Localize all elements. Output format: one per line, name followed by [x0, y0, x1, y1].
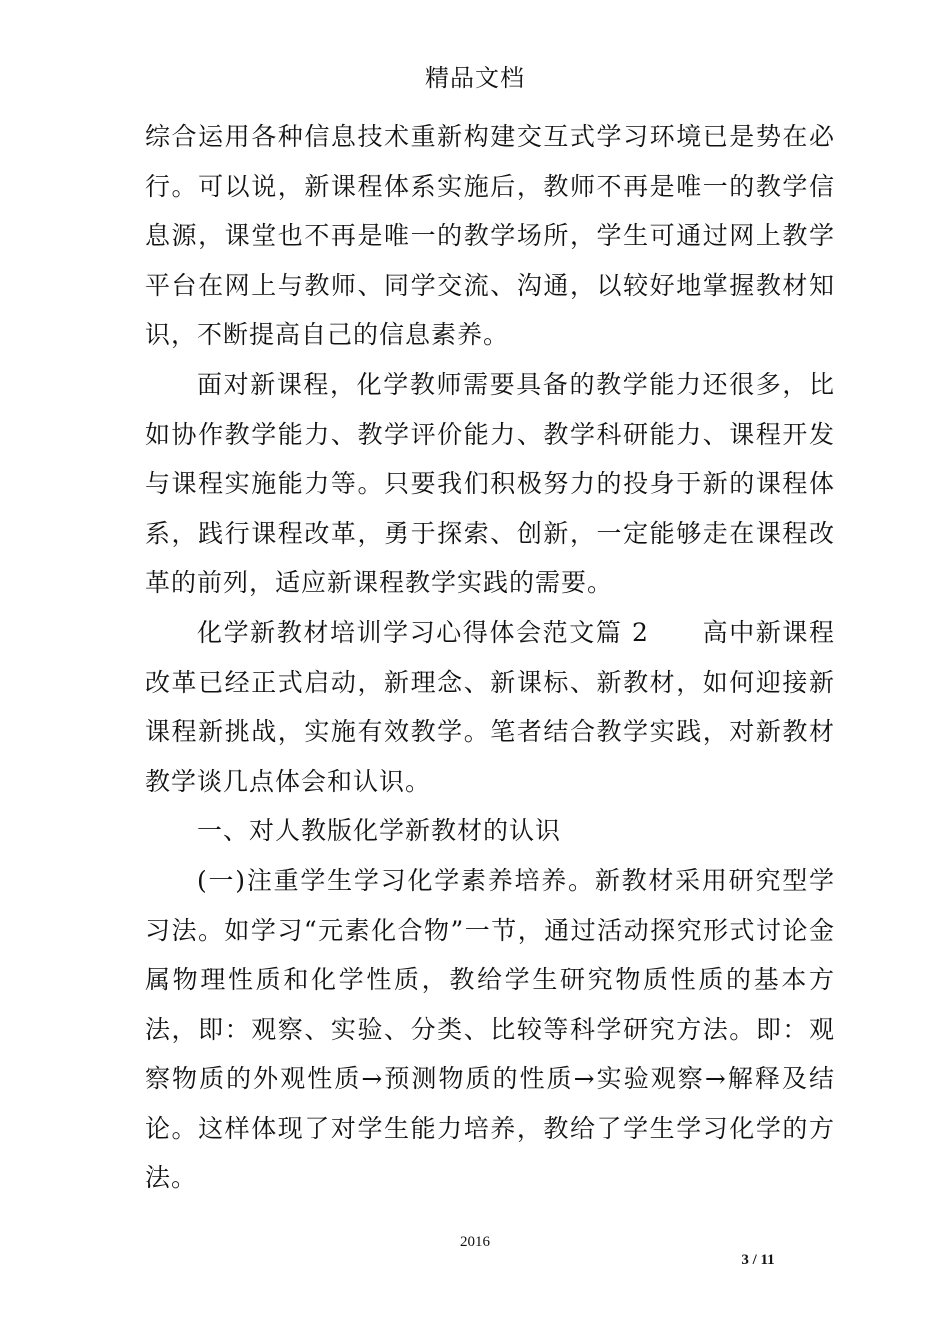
paragraph-3: 化学新教材培训学习心得体会范文篇 2 高中新课程改革已经正式启动，新理念、新课标、新教材，如何迎接新课程新挑战，实施有效教学。笔者结合教学实践，对新教材教学谈几点体会和认识。 [145, 617, 835, 796]
document-body [145, 112, 835, 1203]
paragraph-2: 面对新课程，化学教师需要具备的教学能力还很多，比如协作教学能力、教学评价能力、教学科研能力、课程开发与课程实施能力等。只要我们积极努力的投身于新的课程体系，践行课程改革，勇于探索、创新，一定能够走在课程改革的前列，适应新课程教学实践的需要。 [145, 369, 835, 598]
page-header: 精品文档 [425, 64, 525, 92]
paragraph-4: (一)注重学生学习化学素养培养。新教材采用研究型学习法。如学习“元素化合物”一节，通过活动探究形式讨论金属物理性质和化学性质，教给学生研究物质性质的基本方法，即：观察、实验、分类、比较等科学研究方法。即：观察物质的外观性质→预测物质的性质→实验观察→解释及结论。这样体现了对学生能力培养，教给了学生学习化学的方法。 [145, 865, 835, 1193]
section-heading: 一、对人教版化学新教材的认识 [197, 816, 562, 846]
paragraph-1: 综合运用各种信息技术重新构建交互式学习环境已是势在必行。可以说，新课程体系实施后，教师不再是唯一的教学信息源，课堂也不再是唯一的教学场所，学生可通过网上教学平台在网上与教师、同学交流、沟通，以较好地掌握教材知识，不断提高自己的信息素养。 [145, 122, 835, 350]
footer-year: 2016 [460, 1234, 490, 1250]
page-number: 3 / 11 [741, 1252, 775, 1268]
